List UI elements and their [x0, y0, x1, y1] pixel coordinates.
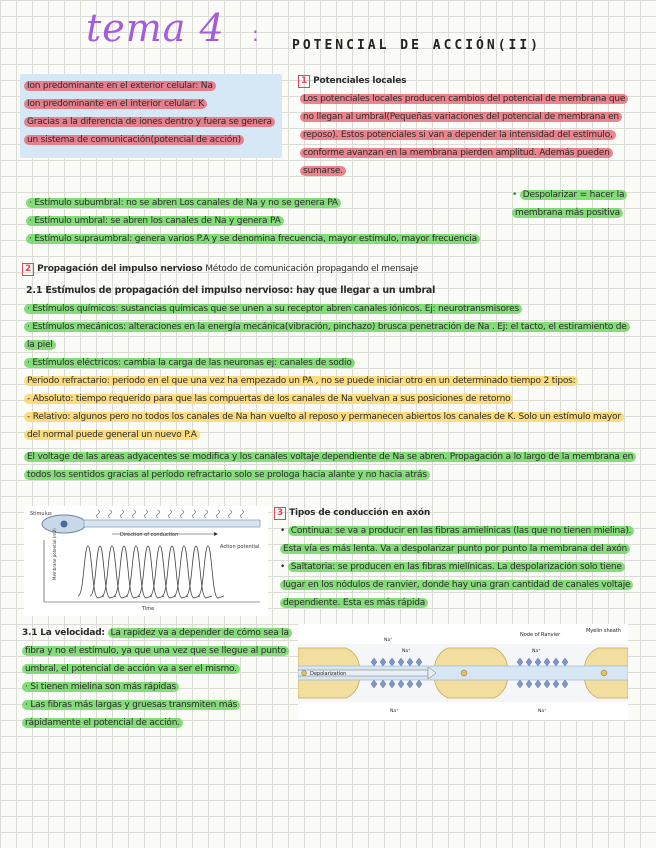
depolarization-label: Depolarization	[310, 671, 347, 677]
refractory-period: Periodo refractario: periodo en el que una vez ha empezado un PA , no se puede iniciar otro en un determinado tiempo 2 tipos:	[24, 376, 578, 386]
channel-arrow	[169, 510, 172, 518]
charge-marker	[302, 671, 307, 676]
title-colon: :	[252, 22, 259, 46]
title-caps: POTENCIAL DE ACCIÓN(II)	[292, 38, 542, 53]
ion-exterior-line: Ion predominante en el exterior celular: Na	[24, 81, 216, 91]
section-heading: Potenciales locales	[313, 76, 407, 86]
velocity-body: La rapidez va a depender de cómo sea la fibra y no el estímulo, ya que una vez que se llegue al punto umbral, el potencial de acción va a ser el mismo.	[22, 628, 292, 674]
action-potential-label: Action potential	[220, 544, 260, 550]
channel-arrow	[229, 510, 232, 518]
action-potential-curves	[78, 546, 224, 598]
ion-label: Na⁺	[384, 638, 393, 643]
action-potential-curve	[78, 546, 104, 598]
myelin-sheath-label: Myelin sheath	[586, 628, 621, 634]
axon	[84, 520, 260, 527]
stimulus-supra: · Estímulo supraumbral: genera varios P.A y se denomina frecuencia, mayor estímulo, mayor frecuencia	[26, 234, 480, 244]
refractory-relative: - Relativo: algunos pero no todos los canales de Na han vuelto al reposo y permanecen abiertos los canales de K. Solo un estímulo mayor del normal puede general un nuevo P.A	[24, 412, 624, 440]
saltatory-conduction: Saltatoria: se producen en las fibras mielínicas. La despolarización solo tiene lugar en los nódulos de ranvier, donde hay una gran cantidad de canales voltaje dependiente. Esta es más rápida	[280, 562, 633, 608]
channel-arrow	[157, 510, 160, 518]
stimulus-electrical: · Estímulos eléctricos: cambia la carga de las neuronas ej: canales de sodio	[24, 358, 355, 368]
velocity-bullet-myelin: · Si tienen mielina son más rápidas	[22, 682, 179, 692]
channel-arrow	[241, 510, 244, 518]
velocity-heading: 3.1 La velocidad:	[22, 628, 105, 638]
ion-label: Na⁺	[390, 709, 399, 714]
velocity-bullet-thickness: · Las fibras más largas y gruesas transmiten más rápidamente el potencial de acción.	[22, 700, 240, 728]
action-potential-curve	[138, 546, 164, 598]
section-3: 3 Tipos de conducción en axón • Continua: se va a producir en las fibras amielínicas (las que no tienen mielina). Esta vía es más lenta. Va a despolarizar punto por punto la membrana del axón • Saltatoria: se producen en las fibras mielínicas. La despolarización solo tiene lugar en los nódulos de ranvier, donde hay una gran cantidad de canales voltaje dependiente. Esta es más rápida	[274, 504, 638, 612]
x-axis-label: Time	[142, 606, 155, 612]
ion-label: Na⁺	[538, 709, 547, 714]
section-number: 3	[274, 507, 286, 520]
action-potential-curve	[186, 546, 212, 598]
section-subtitle: Método de comunicación propagando el mensaje	[205, 264, 419, 274]
stimulus-umbral: · Estímulo umbral: se abren los canales de Na y genera PA	[26, 216, 284, 226]
continuous-conduction: Continua: se va a producir en las fibras amielínicas (las que no tienen mielina). Esta vía es más lenta. Va a despolarizar punto por punto la membrana del axón	[280, 526, 634, 554]
action-potential-curve	[162, 546, 188, 598]
stimuli-list	[26, 194, 506, 248]
action-potential-curve	[150, 546, 176, 598]
charge-marker	[461, 670, 467, 676]
channel-arrow	[193, 510, 196, 518]
channel-arrow	[133, 510, 136, 518]
direction-label: Direction of conduction	[120, 532, 179, 538]
page-title	[86, 6, 566, 66]
stimulus-mechanical: · Estímulos mecánicos: alteraciones en la energía mecánica(vibración, pinchazo) brusca penetración de Na . Ej: el tacto, el estiramiento de la piel	[24, 322, 630, 350]
velocity-section	[22, 624, 290, 732]
action-potential-curve	[174, 546, 200, 598]
action-potential-curve	[126, 546, 152, 598]
axon-conduction-figure	[24, 506, 268, 616]
title-script: tema 4	[86, 6, 225, 50]
ion-interior-line: Ion predominante en el interior celular: K	[24, 99, 207, 109]
stimulus-label: Stimulus	[30, 511, 52, 517]
channel-arrow	[145, 510, 148, 518]
channel-arrow	[97, 510, 100, 518]
neuron-nucleus	[61, 521, 68, 528]
ions-box	[20, 74, 282, 158]
ion-gradient-line: Gracias a la diferencia de iones dentro y fuera se genera un sistema de comunicación(potencial de acción)	[24, 117, 275, 145]
section-number: 2	[22, 263, 34, 276]
node-of-ranvier-label: Node of Ranvier	[520, 632, 561, 638]
direction-arrowhead	[214, 532, 218, 536]
y-axis-label: Membrane potential (mV)	[52, 528, 57, 580]
section-number: 1	[298, 75, 310, 88]
stimulus-subumbral: · Estímulo subumbral: no se abren Los canales de Na y no se genera PA	[26, 198, 341, 208]
action-potential-curve	[114, 546, 140, 598]
action-potential-curve	[102, 546, 128, 598]
depolarize-note: • Despolarizar = hacer la membrana más positiva	[512, 186, 632, 222]
local-body: Los potenciales locales producen cambios del potencial de membrana que no llegan al umbral(Pequeñas variaciones del potencial de membrana en reposo). Estos potenciales si van a depender la intensidad del estímulo, conforme avanzan en la membrana pierden amplitud. Además pueden sumarse.	[300, 94, 628, 176]
charge-marker	[601, 670, 607, 676]
section-heading: Tipos de conducción en axón	[289, 508, 431, 518]
axon-conduction-svg	[24, 506, 268, 616]
stimulus-chemical: · Estímulos químicos: sustancias químicas que se unen a su receptor abren canales iónicos. Ej: neurotransmisores	[24, 304, 522, 314]
voltage-propagation: El voltage de las areas adyacentes se modifica y los canales voltaje dependiente de Na se abren. Propagación a lo largo de la membrana en todos los sentidos gracias al período refractario solo se prologa hacia alante y no hacia atrás	[24, 452, 636, 480]
channel-arrow	[181, 510, 184, 518]
refractory-absolute: - Absoluto: tiempo requerido para que las compuertas de los canales de Na vuelvan a sus posiciones de retorno	[24, 394, 513, 404]
channel-arrow	[121, 510, 124, 518]
channel-arrow	[109, 510, 112, 518]
saltatory-svg	[298, 624, 628, 720]
subsection-21: 2.1 Estímulos de propagación del impulso nervioso: hay que llegar a un umbral	[26, 285, 436, 296]
ion-label: Na⁺	[532, 649, 541, 654]
depolarize-text: Despolarizar = hacer la membrana más positiva	[512, 190, 627, 218]
channel-arrow	[217, 510, 220, 518]
section-heading: Propagación del impulso nervioso	[37, 264, 203, 274]
channel-arrow	[205, 510, 208, 518]
channel-arrows	[97, 510, 244, 518]
saltatory-figure	[298, 624, 628, 720]
action-potential-curve	[198, 546, 224, 598]
ion-label: Na⁺	[402, 649, 411, 654]
local-potentials	[298, 72, 636, 180]
section-2	[22, 260, 636, 484]
action-potential-curve	[90, 546, 116, 598]
